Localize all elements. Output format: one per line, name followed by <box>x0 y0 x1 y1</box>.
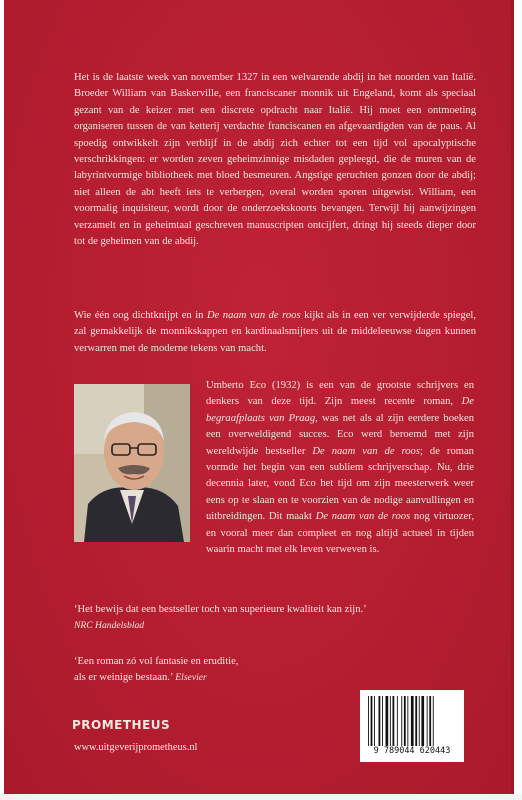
barcode-bar <box>390 696 391 746</box>
isbn-barcode <box>360 690 464 762</box>
barcode-bar <box>433 696 434 746</box>
barcode-bar <box>382 696 383 746</box>
barcode-bar <box>429 696 431 746</box>
quote-1-text: ‘Het bewijs dat een bestseller toch van superieure kwaliteit kan zijn.’ <box>74 604 367 615</box>
review-quote-1 <box>74 602 474 634</box>
author-photo <box>74 384 190 542</box>
barcode-bar <box>427 696 428 746</box>
bio-title-1: De begraafplaats van Praag <box>206 396 474 424</box>
barcode-bars <box>368 696 456 746</box>
quote-2-line-2: als er weinige bestaan.’ <box>74 672 173 683</box>
bio-part-4: nog virtuozer, en vooral meer dan compleet en nog altijd actueel in tijden waarin macht met elk leven verweven is. <box>206 511 474 556</box>
bio-part-2: , was net als al zijn eerdere boeken een overweldigend succes. Eco werd beroemd met zijn wereldwijde bestseller <box>206 412 475 457</box>
page-edge-bottom <box>0 794 522 800</box>
author-portrait-illustration <box>74 384 190 542</box>
barcode-bar <box>386 696 389 746</box>
barcode-bar <box>379 696 381 746</box>
publisher-url: www.uitgeverijprometheus.nl <box>74 742 198 753</box>
barcode-bar <box>374 696 375 746</box>
quote-1-source: NRC Handelsblad <box>74 620 145 631</box>
barcode-bar <box>401 696 402 746</box>
barcode-bar <box>393 696 395 746</box>
barcode-bar <box>415 696 417 746</box>
barcode-bar <box>371 696 373 746</box>
reflection-book-title: De naam van de roos <box>206 310 301 321</box>
reflection-paragraph <box>74 308 476 357</box>
page-edge-right <box>514 0 522 800</box>
bio-part-1: Umberto Eco (1932) is een van de grootste schrijvers en denkers van deze tijd. Zijn meest recente roman, <box>206 380 474 408</box>
quote-2-line-1: ‘Een roman zó vol fantasie en eruditie, <box>74 656 239 667</box>
barcode-bar <box>421 696 424 746</box>
reflection-prefix: Wie één oog dichtknijpt en in <box>74 310 207 321</box>
barcode-bar <box>407 696 408 746</box>
barcode-bar <box>411 696 414 746</box>
bio-part-3: ; de roman vormde het begin van een subliem schrijverschap. Nu, drie decennia later, vond Eco het tijd om zijn meesterwerk weer eens op te slaan en te voorzien van de nodige aanvullingen en uitbreidingen. Dit maakt <box>206 445 474 523</box>
synopsis-paragraph: Het is de laatste week van november 1327 in een welvarende abdij in het noorden van Italië. Broeder William van Baskerville, een franciscaner monnik uit Engeland, komt als speciaal gezant van de keizer met een discrete opdracht naar Italië. Hij moet een ontmoeting organiseren tussen de van ketterij verdachte franciscanen en afgevaardigden van de paus. Al spoedig ontwikkelt zijn verblijf in de abdij zich echter tot een tijd vol apocalyptische verschrikkingen: er worden zeven geheimzinnige misdaden gepleegd, die de muren van de labyrintvormige bibliotheek met bloed besmeuren. Angstige geruchten gonzen door de abdij; niet alleen de abt heeft iets te verbergen, overal worden sporen uitgewist. William, een voormalig inquisiteur, wordt door de onderzoekskoorts bevangen. Terwijl hij aanwijzingen verzamelt en in geheimtaal geschreven manuscripten ontcijfert, dringt hij steeds dieper door tot de geheimen van de abdij. <box>74 72 476 248</box>
reflection-suffix: kijkt als in een ver verwijderde spiegel, zal gemakkelijk de monnikskappen en kardinaalsmijters uit de middeleeuwse dagen kunnen verwarren met de moderne tekens van macht. <box>74 310 476 354</box>
barcode-bar <box>419 696 420 746</box>
barcode-bar <box>404 696 406 746</box>
quote-2-source: Elsevier <box>175 672 207 683</box>
publisher-logo: PROMETHEUS <box>72 718 171 732</box>
isbn-digits: 9 789044 620443 <box>373 746 451 756</box>
review-quote-2 <box>74 654 474 686</box>
bio-title-2: De naam van de roos <box>312 445 420 457</box>
bio-title-3: De naam van de roos <box>315 511 411 523</box>
page-edge-left <box>0 0 4 800</box>
barcode-bar <box>368 696 369 746</box>
barcode-bar <box>397 696 398 746</box>
